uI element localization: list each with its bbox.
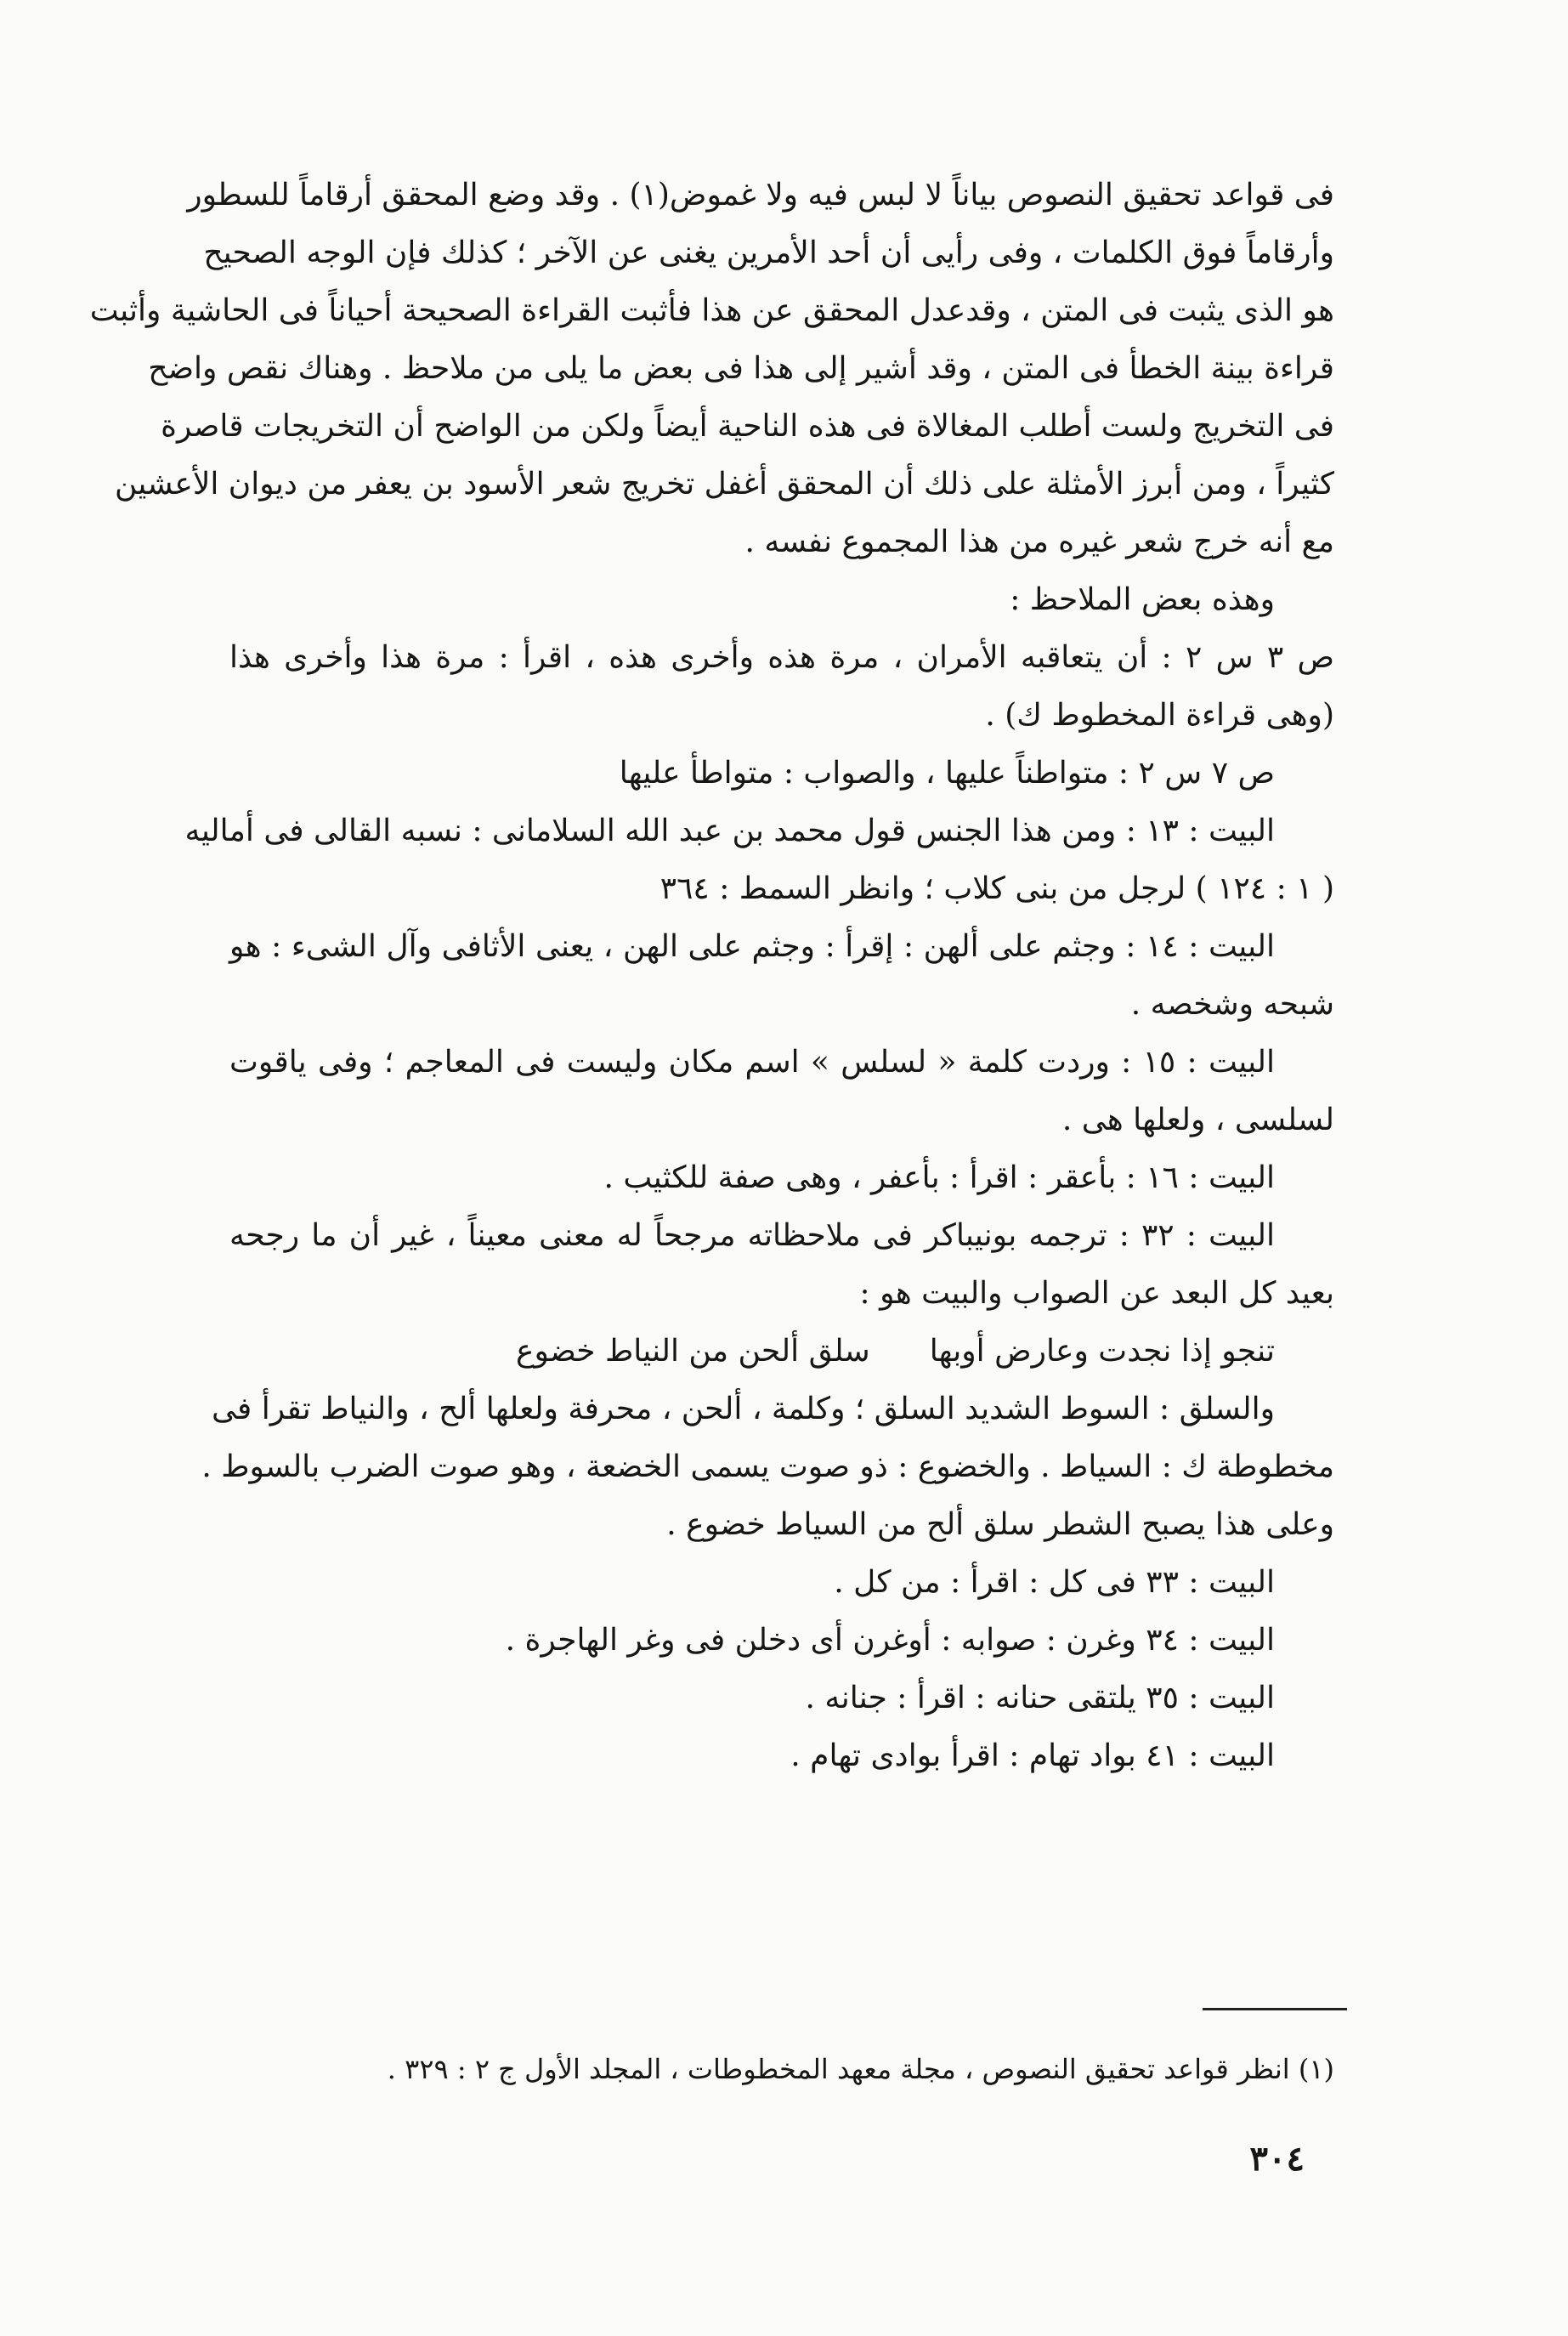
footnote: (١) انظر قواعد تحقيق النصوص ، مجلة معهد المخطوطات ، المجلد الأول ج ٢ : ٣٢٩ . [387,2053,1334,2085]
paragraph-line: فى التخريج ولست أطلب المغالاة فى هذه الناحية أيضاً ولكن من الواضح أن التخريجات قاصرة [161,409,1334,444]
note-line: البيت : ١٣ : ومن هذا الجنس قول محمد بن عبد الله السلامانى : نسبه القالى فى أماليه [184,814,1275,848]
note-line: ص ٧ س ٢ : متواطناً عليها ، والصواب : متواطأ عليها [619,756,1275,791]
note-line: البيت : ١٤ : وجثم على ألهن : إقرأ : وجثم على الهن ، يعنى الأثافى وآل الشىء : هو [229,929,1276,964]
note-line: البيت : ٣٥ يلتقى حنانه : اقرأ : جنانه . [805,1681,1275,1715]
note-line: ( ١ : ١٢٤ ) لرجل من بنى كلاب ؛ وانظر السمط : ٣٦٤ [659,871,1334,906]
note-line: البيت : ٤١ بواد تهام : اقرأ بوادى تهام . [790,1738,1275,1773]
explanation-line: والسلق : السوط الشديد السلق ؛ وكلمة ، ألحن ، محرفة ولعلها ألح ، والنياط تقرأ فى [212,1392,1275,1426]
verse-hemistich-second: سلق ألحن من النياط خضوع [516,1334,870,1369]
main-text [89,167,1334,1785]
paragraph-line: كثيراً ، ومن أبرز الأمثلة على ذلك أن المحقق أغفل تخريج شعر الأسود بن يعفر من ديوان الأعشين [114,467,1334,502]
footnote-divider [1203,2008,1347,2010]
note-line: البيت : ٣٣ فى كل : اقرأ : من كل . [834,1565,1275,1600]
paragraph-line: مع أنه خرج شعر غيره من هذا المجموع نفسه . [744,524,1334,559]
note-line: البيت : ١٦ : بأعقر : اقرأ : بأعفر ، وهى صفة للكثيب . [603,1160,1275,1195]
note-line: بعيد كل البعد عن الصواب والبيت هو : [859,1276,1334,1311]
verse-hemistich-first: تنجو إذا نجدت وعارض أوبها [929,1334,1275,1369]
explanation-line: وعلى هذا يصبح الشطر سلق ألح من السياط خضوع . [666,1507,1334,1542]
note-line: لسلسى ، ولعلها هى . [1061,1103,1334,1137]
notes-heading: وهذه بعض الملاحظ : [1010,582,1275,617]
note-line: شبحه وشخصه . [1130,987,1334,1022]
paragraph-line: فى قواعد تحقيق النصوص بياناً لا لبس فيه ولا غموض(١) . وقد وضع المحقق أرقاماً للسطور [187,178,1334,213]
paragraph-line: هو الذى يثبت فى المتن ، وقدعدل المحقق عن هذا فأثبت القراءة الصحيحة أحياناً فى الحاشية وأثبت [89,293,1334,328]
note-line: البيت : ٣٤ وغرن : صوابه : أوغرن أى دخلن فى وغر الهاجرة . [505,1623,1275,1658]
note-line: ص ٣ س ٢ : أن يتعاقبه الأمران ، مرة هذه وأخرى هذه ، اقرأ : مرة هذا وأخرى هذا [229,640,1334,675]
paragraph-line: قراءة بينة الخطأ فى المتن ، وقد أشير إلى هذا فى بعض ما يلى من ملاحظ . وهناك نقص واضح [148,351,1334,386]
note-line: البيت : ٣٢ : ترجمه بونيباكر فى ملاحظاته مرجحاً له معنى معيناً ، غير أن ما رجحه [229,1218,1275,1253]
note-line: البيت : ١٥ : وردت كلمة « لسلس » اسم مكان وليست فى المعاجم ؛ وفى ياقوت [229,1045,1275,1080]
note-line: (وهى قراءة المخطوط ك) . [985,698,1334,733]
paragraph-line: وأرقاماً فوق الكلمات ، وفى رأيى أن أحد الأمرين يغنى عن الآخر ؛ كذلك فإن الوجه الصحيح [203,235,1334,270]
poetry-verse [229,1323,1334,1381]
explanation-line: مخطوطة ك : السياط . والخضوع : ذو صوت يسمى الخضعة ، وهو صوت الضرب بالسوط . [201,1449,1334,1484]
page-number: ٣٠٤ [1249,2139,1305,2179]
